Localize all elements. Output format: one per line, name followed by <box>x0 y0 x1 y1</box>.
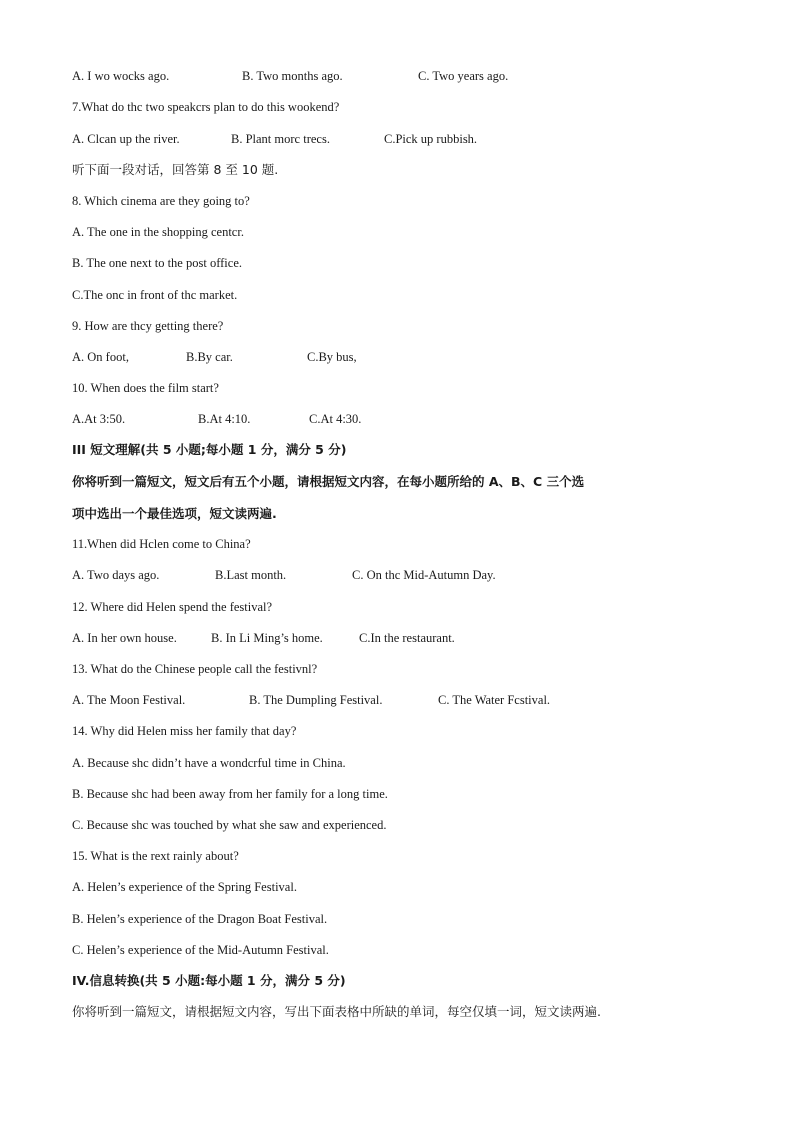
section-4-instruction: 你将听到一篇短文，请根据短文内容，写出下面表格中所缺的单词，每空仅填一词，短文读两遍. <box>72 1004 601 1019</box>
q15-option-a: A. Helen’s experience of the Spring Festival. <box>72 880 297 894</box>
q6-option-c: C. Two years ago. <box>418 69 509 83</box>
q6-option-b: B. Two months ago. <box>242 69 343 83</box>
q7-option-c: C.Pick up rubbish. <box>384 132 478 146</box>
q9-option-b: B.By car. <box>186 350 233 364</box>
section-3-title: III 短文理解(共 5 小题;每小题 1 分，满分 5 分) <box>72 442 347 457</box>
q10-question: 10. When does the film start? <box>72 381 219 395</box>
section-3-instruction-line2: 项中选出一个最佳选项，短文读两遍. <box>72 506 277 521</box>
q8-question: 8. Which cinema are they going to? <box>72 194 250 208</box>
q8-option-c: C.The onc in front of thc market. <box>72 288 238 302</box>
q11-question: 11.When did Hclen come to China? <box>72 537 251 551</box>
instruction-8-10: 听下面一段对话，回答第 8 至 10 题. <box>72 162 279 177</box>
section-4-title: IV.信息转换(共 5 小题:每小题 1 分，满分 5 分) <box>72 973 346 988</box>
q13-option-a: A. The Moon Festival. <box>72 693 186 707</box>
q7-question: 7.What do thc two speakcrs plan to do this wookend? <box>72 100 340 114</box>
q13-question: 13. What do the Chinese people call the festivnl? <box>72 662 318 676</box>
q6-option-a: A. I wo wocks ago. <box>72 69 170 83</box>
q12-option-a: A. In her own house. <box>72 631 177 645</box>
q15-question: 15. What is the rext rainly about? <box>72 849 239 863</box>
q10-option-a: A.At 3:50. <box>72 412 126 426</box>
q8-option-a: A. The one in the shopping centcr. <box>72 225 244 239</box>
q15-option-b: B. Helen’s experience of the Dragon Boat Festival. <box>72 912 328 926</box>
q11-option-c: C. On thc Mid-Autumn Day. <box>352 568 496 582</box>
q10-option-b: B.At 4:10. <box>198 412 251 426</box>
q7-option-b: B. Plant morc trecs. <box>231 132 330 146</box>
q14-option-b: B. Because shc had been away from her family for a long time. <box>72 787 388 801</box>
q11-option-b: B.Last month. <box>215 568 287 582</box>
q8-option-b: B. The one next to the post office. <box>72 256 242 270</box>
q12-question: 12. Where did Helen spend the festival? <box>72 600 273 614</box>
q9-question: 9. How are thcy getting there? <box>72 319 224 333</box>
q9-option-a: A. On foot, <box>72 350 129 364</box>
q13-option-c: C. The Water Fcstival. <box>438 693 551 707</box>
q15-option-c: C. Helen’s experience of the Mid-Autumn Festival. <box>72 943 329 957</box>
q10-option-c: C.At 4:30. <box>309 412 362 426</box>
q12-option-c: C.In the restaurant. <box>359 631 455 645</box>
q14-option-c: C. Because shc was touched by what she saw and experienced. <box>72 818 387 832</box>
q14-question: 14. Why did Helen miss her family that day? <box>72 724 297 738</box>
q13-option-b: B. The Dumpling Festival. <box>249 693 383 707</box>
q14-option-a: A. Because shc didn’t have a wondcrful time in China. <box>72 756 346 770</box>
q12-option-b: B. In Li Ming’s home. <box>211 631 323 645</box>
q7-option-a: A. Clcan up the river. <box>72 132 180 146</box>
q11-option-a: A. Two days ago. <box>72 568 160 582</box>
section-3-instruction-line1: 你将听到一篇短文，短文后有五个小题，请根据短文内容，在每小题所给的 A、B、C 三个选 <box>72 474 585 489</box>
q9-option-c: C.By bus, <box>307 350 357 364</box>
